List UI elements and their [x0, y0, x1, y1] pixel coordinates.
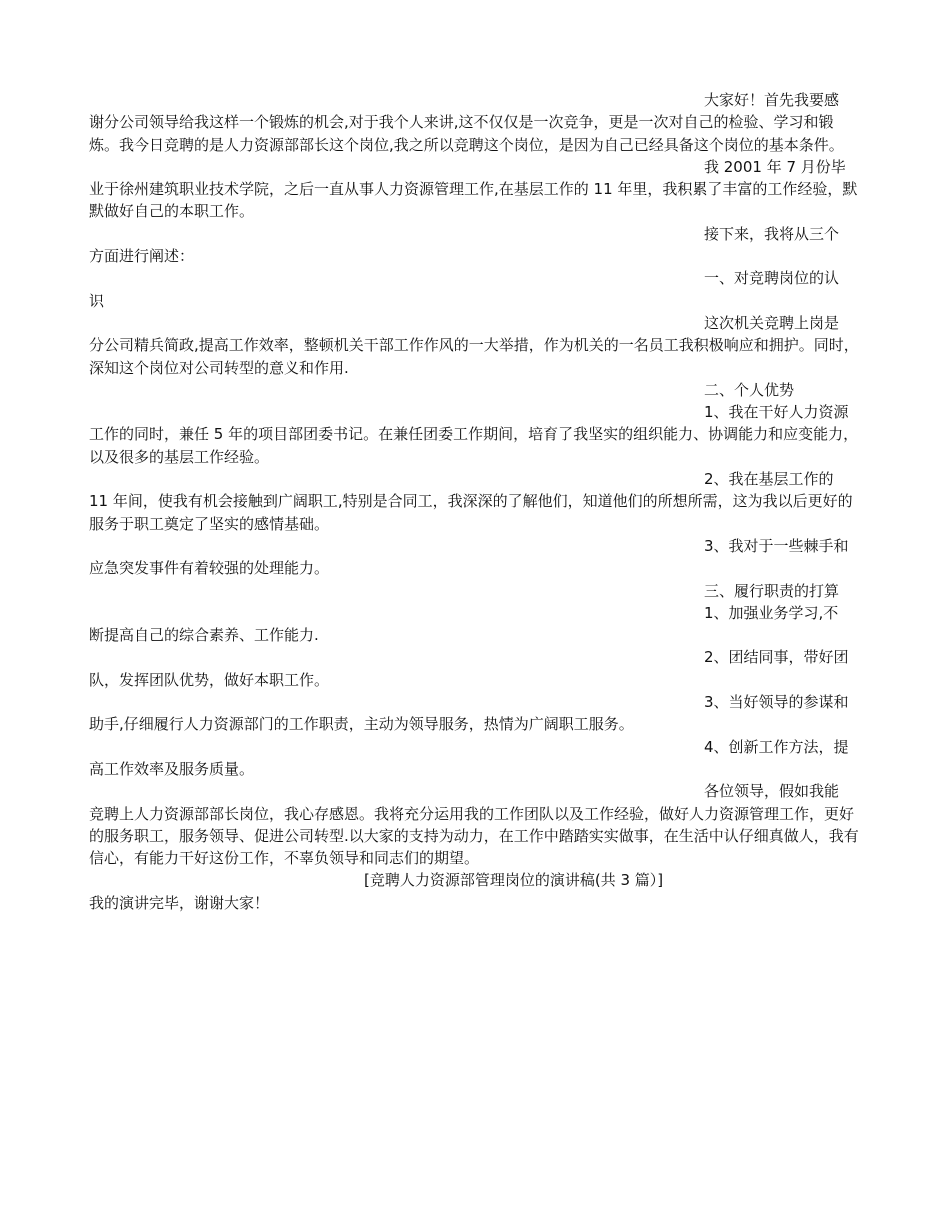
paragraph-lead: 2、团结同事，带好团	[704, 648, 849, 667]
paragraph-text: 队，发挥团队优势，做好本职工作。	[89, 670, 330, 689]
paragraph-lead: 二、个人优势	[704, 380, 795, 399]
paragraph-lead: 接下来，我将从三个	[704, 224, 840, 243]
paragraph-plan-1	[89, 602, 861, 647]
paragraph-lead: 我 2001 年 7 月份毕	[704, 157, 846, 176]
paragraph-text: 11 年间，使我有机会接触到广阔职工,特别是合同工，我深深的了解他们，知道他们的所想所需，这为我以后更好的服务于职工奠定了坚实的感情基础。	[89, 492, 853, 533]
closing-remark: 我的演讲完毕，谢谢大家！	[89, 893, 270, 912]
speech-body	[89, 89, 861, 914]
section-heading-advantages	[89, 379, 861, 401]
document-title-line: [竞聘人力资源部管理岗位的演讲稿(共 3 篇）]	[364, 871, 664, 890]
paragraph-lead: 三、履行职责的打算	[704, 581, 840, 600]
paragraph-text: 助手,仔细履行人力资源部门的工作职责，主动为领导服务，热情为广阔职工服务。	[89, 715, 634, 734]
paragraph-lead: 4、创新工作方法，提	[704, 737, 849, 756]
paragraph-understanding	[89, 312, 861, 379]
paragraph-text: 谢分公司领导给我这样一个锻炼的机会,对于我个人来讲,这不仅仅是一次竞争，更是一次对自己的检验、学习和锻炼。我今日竞聘的是人力资源部部长这个岗位,我之所以竞聘这个岗位，是因为自己已经具备这个岗位的基本条件。	[89, 113, 844, 154]
paragraph-plan-2	[89, 646, 861, 691]
paragraph-advantage-1	[89, 401, 861, 468]
paragraph-text: 竞聘上人力资源部部长岗位，我心存感恩。我将充分运用我的工作团队以及工作经验，做好人力资源管理工作，更好的服务职工，服务领导、促进公司转型.以大家的支持为动力，在工作中踏踏实实做事，在生活中认仔细真做人，我有信心，有能力干好这份工作，不辜负领导和同志们的期望。	[89, 804, 859, 868]
paragraph-text: 应急突发事件有着较强的处理能力。	[89, 559, 330, 578]
paragraph-text: 工作的同时，兼任 5 年的项目部团委书记。在兼任团委工作期间，培育了我坚实的组织能力、协调能力和应变能力，以及很多的基层工作经验。	[89, 425, 859, 466]
paragraph-lead: 3、当好领导的参谋和	[704, 693, 849, 712]
paragraph-outline	[89, 223, 861, 268]
paragraph-text: 方面进行阐述：	[89, 247, 195, 266]
section-heading-understanding	[89, 267, 861, 312]
paragraph-lead: 3、我对于一些棘手和	[704, 536, 849, 555]
paragraph-background	[89, 156, 861, 223]
paragraph-conclusion	[89, 780, 861, 869]
paragraph-text: 识	[89, 291, 105, 310]
paragraph-lead: 大家好！首先我要感	[704, 91, 840, 109]
paragraph-plan-3	[89, 691, 861, 736]
section-heading-plans	[89, 580, 861, 602]
paragraph-lead: 1、我在干好人力资源	[704, 403, 849, 422]
paragraph-advantage-3	[89, 535, 861, 580]
paragraph-lead: 1、加强业务学习,不	[704, 603, 839, 622]
paragraph-lead: 2、我在基层工作的	[704, 470, 834, 489]
paragraph-advantage-2	[89, 468, 861, 535]
paragraph-text: 高工作效率及服务质量。	[89, 759, 255, 778]
paragraph-lead: 一、对竞聘岗位的认	[704, 269, 840, 288]
paragraph-lead: 这次机关竞聘上岗是	[704, 313, 840, 332]
paragraph-text: 业于徐州建筑职业技术学院，之后一直从事人力资源管理工作,在基层工作的 11 年里，我积累了丰富的工作经验，默默做好自己的本职工作。	[89, 180, 858, 221]
paragraph-text: 断提高自己的综合素养、工作能力.	[89, 626, 319, 645]
paragraph-greeting	[89, 89, 861, 156]
paragraph-text: 分公司精兵简政,提高工作效率，整顿机关干部工作作风的一大举措，作为机关的一名员工我积极响应和拥护。同时，深知这个岗位对公司转型的意义和作用.	[89, 336, 859, 377]
paragraph-lead: 各位领导，假如我能	[704, 782, 840, 801]
paragraph-plan-4	[89, 736, 861, 781]
